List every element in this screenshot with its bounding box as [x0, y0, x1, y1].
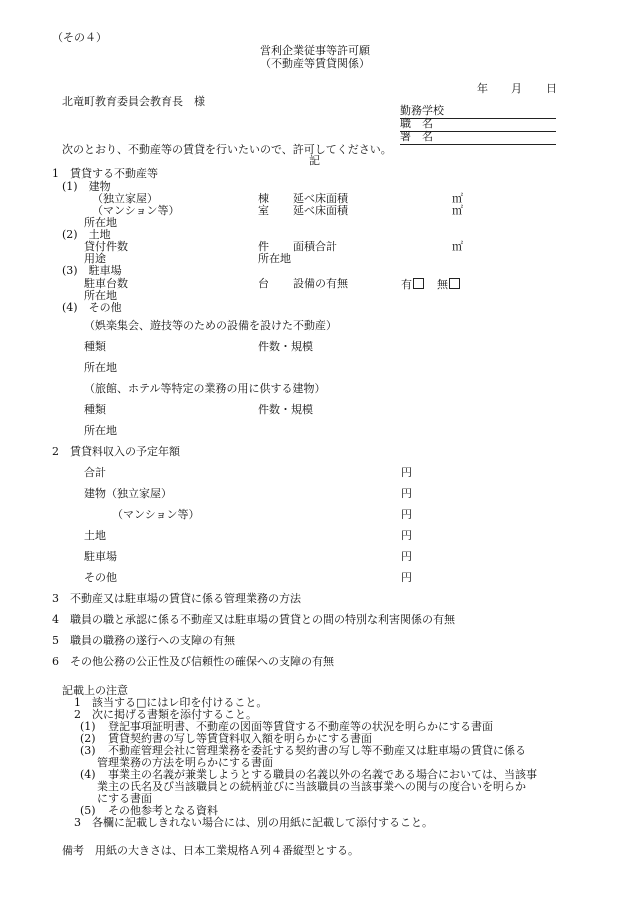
parking-equipment: 設備の有無 [293, 277, 348, 290]
building-location: 所在地 [84, 216, 117, 229]
note-2-sub3-line1: 不動産管理会社に管理業務を委託する契約書の写し等不動産又は駐車場の賃貸に係る [108, 744, 526, 757]
note-2-sub4-line1: 事業主の名義が兼業しようとする職員の名義以外の名義である場合においては、当該事 [108, 768, 537, 781]
note-2: 2 次に掲げる書類を添付すること。 [74, 708, 257, 721]
school-label: 勤務学校 [400, 104, 444, 117]
parking-no-option[interactable] [437, 278, 460, 292]
parking-yes-option[interactable] [401, 278, 424, 292]
section-3-title: 3 不動産又は駐車場の賃貸に係る管理業務の方法 [52, 592, 301, 605]
intro-text: 次のとおり、不動産等の賃貸を行いたいので、許可してください。 [62, 143, 392, 156]
note-2-sub3-number: (3) [80, 744, 96, 757]
land-count: 貸付件数 [84, 240, 128, 253]
land-location: 所在地 [258, 252, 291, 265]
income-other-label: その他 [84, 571, 117, 584]
building-row2-unit: 室 [258, 204, 269, 217]
remark: 備考 用紙の大きさは、日本工業規格Ａ列４番縦型とする。 [62, 844, 359, 857]
date-month-label: 月 [511, 82, 522, 95]
notes-title: 記載上の注意 [62, 684, 128, 697]
note-2-sub4-number: (4) [80, 768, 96, 781]
parking-yes-checkbox[interactable] [413, 278, 424, 289]
parking-no-label: 無 [437, 278, 448, 291]
other-note-2: （旅館、ホテル等特定の業務の用に供する建物） [84, 382, 326, 395]
building-row1-unit: 棟 [258, 192, 269, 205]
parking-count: 駐車台数 [84, 277, 128, 290]
income-other-unit: 円 [401, 571, 412, 584]
land-label: (2) 土地 [62, 228, 111, 241]
note-2-sub5: その他参考となる資料 [108, 804, 218, 817]
addressee: 北竜町教育委員会教育長 様 [62, 95, 205, 108]
income-land-label: 土地 [84, 529, 106, 542]
form-title: 営利企業従事等許可願 [260, 44, 370, 57]
signature-label: 署 名 [400, 130, 433, 143]
note-2-sub5-number: (5) [80, 804, 96, 817]
income-parking-unit: 円 [401, 550, 412, 563]
building-row1-area-unit: ㎡ [452, 192, 463, 205]
land-area-unit: ㎡ [452, 240, 463, 253]
section-2-title: 2 賃貸料収入の予定年額 [52, 445, 180, 458]
other-location-2: 所在地 [84, 424, 117, 437]
form-subtitle: （不動産等賃貸関係） [260, 57, 370, 70]
other-count-2: 件数・規模 [258, 403, 313, 416]
note-2-sub4-line3: にする書面 [97, 792, 152, 805]
signature-field[interactable] [400, 131, 556, 145]
other-note-1: （娯楽集会、遊技等のための設備を設けた不動産） [84, 319, 337, 332]
note-1: 1 該当する□にはレ印を付けること。 [74, 696, 268, 709]
other-location-1: 所在地 [84, 361, 117, 374]
land-area: 面積合計 [293, 240, 337, 253]
building-row2-type: （マンション等） [92, 204, 180, 217]
other-label: (4) その他 [62, 301, 122, 314]
parking-no-checkbox[interactable] [449, 278, 460, 289]
section-4-title: 4 職員の職と承認に係る不動産又は駐車場の賃貸との間の特別な利害関係の有無 [52, 613, 455, 626]
other-count-1: 件数・規模 [258, 340, 313, 353]
note-2-sub2-number: (2) [80, 732, 96, 745]
section-6-title: 6 その他公務の公正性及び信頼性の確保への支障の有無 [52, 655, 334, 668]
note-2-sub1-number: (1) [80, 720, 96, 733]
building-row2-field: 延べ床面積 [293, 204, 348, 217]
building-row1-type: （独立家屋） [92, 192, 158, 205]
parking-location: 所在地 [84, 289, 117, 302]
section-5-title: 5 職員の職務の遂行への支障の有無 [52, 634, 235, 647]
income-parking-label: 駐車場 [84, 550, 117, 563]
note-2-sub1: 登記事項証明書、不動産の図面等賃貸する不動産等の状況を明らかにする書面 [108, 720, 493, 733]
building-row1-field: 延べ床面積 [293, 192, 348, 205]
note-2-sub3-line2: 管理業務の方法を明らかにする書面 [97, 756, 273, 769]
income-mansion-label: （マンション等） [112, 508, 200, 521]
date-year-label: 年 [477, 82, 488, 95]
other-kind-2: 種類 [84, 403, 106, 416]
land-usage: 用途 [84, 252, 106, 265]
income-land-unit: 円 [401, 529, 412, 542]
income-house-unit: 円 [401, 487, 412, 500]
other-kind-1: 種類 [84, 340, 106, 353]
parking-count-unit: 台 [258, 277, 269, 290]
ki-label: 記 [309, 154, 320, 167]
parking-yes-label: 有 [401, 278, 412, 291]
form-number: （その４） [52, 31, 107, 44]
land-count-unit: 件 [258, 240, 269, 253]
note-2-sub4-line2: 業主の氏名及び当該職員との続柄並びに当該職員の当該事業への関与の度合いを明らか [97, 780, 526, 793]
section-1-title: 1 賃貸する不動産等 [52, 167, 158, 180]
note-2-sub2: 賃貸契約書の写し等賃貸料収入額を明らかにする書面 [108, 732, 372, 745]
date-day-label: 日 [546, 82, 557, 95]
building-label: (1) 建物 [62, 180, 111, 193]
income-mansion-unit: 円 [401, 508, 412, 521]
building-row2-area-unit: ㎡ [452, 204, 463, 217]
income-total-label: 合計 [84, 466, 106, 479]
note-3: 3 各欄に記載しきれない場合には、別の用紙に記載して添付すること。 [74, 816, 433, 829]
parking-label: (3) 駐車場 [62, 264, 122, 277]
income-total-unit: 円 [401, 466, 412, 479]
income-house-label: 建物（独立家屋） [84, 487, 172, 500]
position-label: 職 名 [400, 117, 433, 130]
